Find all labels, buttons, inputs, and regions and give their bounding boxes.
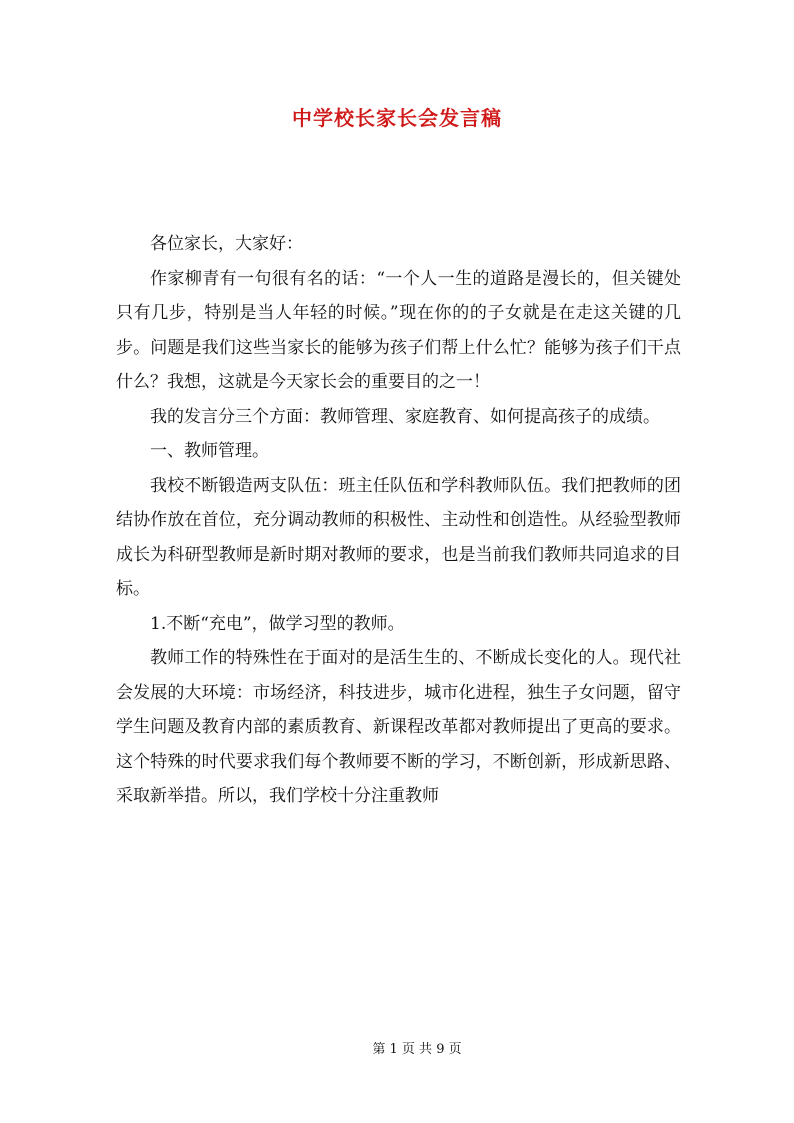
paragraph-teacher-teams: 我校不断锻造两支队伍：班主任队伍和学科教师队伍。我们把教师的团结协作放在首位，充分调动教师的积极性、主动性和创造性。从经验型教师成长为科研型教师是新时期对教师的要求，也是当前我们教师共同追求的目标。: [116, 475, 681, 599]
document-title: 中学校长家长会发言稿: [292, 106, 502, 130]
paragraph-outline: 我的发言分三个方面：教师管理、家庭教育、如何提高孩子的成绩。: [150, 406, 660, 427]
paragraph-greeting: 各位家长，大家好：: [150, 234, 303, 254]
section-heading-teacher-management: 一、教师管理。: [150, 441, 269, 461]
document-body: [116, 227, 681, 814]
page-number-label: 第 1 页 共 9 页: [372, 1042, 462, 1057]
paragraph-quote: 作家柳青有一句很有名的话：“一个人一生的道路是漫长的，但关键处只有几步，特别是当人年轻的时候。”现在你的的子女就是在走这关键的几步。问题是我们这些当家长的能够为孩子们帮上什么忙？能够为孩子们干点什么？我想，这就是今天家长会的重要目的之一！: [116, 268, 681, 392]
paragraph-teacher-work: 教师工作的特殊性在于面对的是活生生的、不断成长变化的人。现代社会发展的大环境：市场经济，科技进步，城市化进程，独生子女问题，留守学生问题及教育内部的素质教育、新课程改革都对教师提出了更高的要求。这个特殊的时代要求我们每个教师要不断的学习，不断创新，形成新思路、采取新举措。所以，我们学校十分注重教师: [116, 648, 681, 806]
page-footer: [0, 1041, 794, 1059]
subheading-learning-teacher: 1.不断“充电”，做学习型的教师。: [150, 613, 405, 634]
